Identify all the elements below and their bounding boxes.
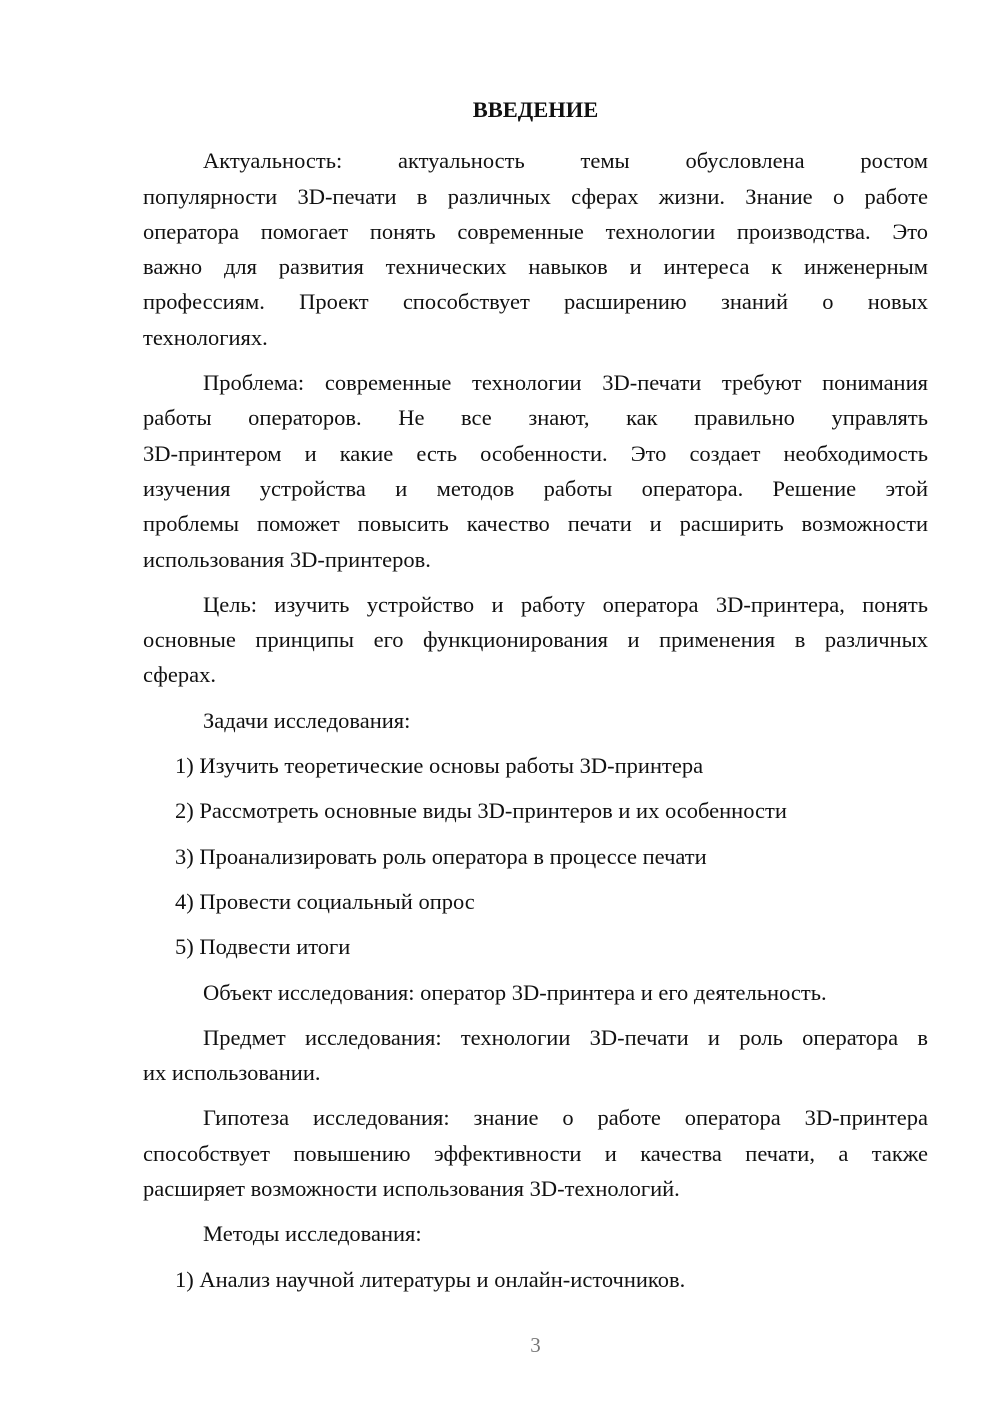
list-item: 1) Анализ научной литературы и онлайн-источников. xyxy=(175,1266,686,1292)
paragraph xyxy=(143,587,928,693)
page-number: 3 xyxy=(530,1333,541,1357)
text-line: Задачи исследования: xyxy=(203,707,411,733)
text-line: Проблема: современные технологии 3D-печати требуют понимания xyxy=(203,370,928,396)
text-line: расширяет возможности использования 3D-технологий. xyxy=(143,1176,680,1202)
paragraph xyxy=(143,703,928,738)
paragraph xyxy=(143,1100,928,1206)
section-title: ВВЕДЕНИЕ xyxy=(472,97,599,122)
section-content xyxy=(143,143,928,1297)
list-item: 1) Изучить теоретические основы работы 3D-принтера xyxy=(175,753,704,779)
text-line: Методы исследования: xyxy=(203,1221,422,1247)
text-line: Гипотеза исследования: знание о работе оператора 3D-принтера xyxy=(203,1105,928,1131)
text-line: оператора помогает понять современные технологии производства. Это xyxy=(143,218,928,244)
text-line: Объект исследования: оператор 3D-принтера и его деятельность. xyxy=(203,979,827,1005)
text-line: технологиях. xyxy=(143,324,268,350)
text-line: изучения устройства и методов работы оператора. Решение этой xyxy=(143,475,928,501)
list-item: 3) Проанализировать роль оператора в процессе печати xyxy=(175,843,707,869)
text-line: их использовании. xyxy=(143,1060,321,1086)
text-line: проблемы поможет повысить качество печати и расширить возможности xyxy=(143,511,928,537)
paragraph xyxy=(143,365,928,577)
text-line: основные принципы его функционирования и применения в различных xyxy=(143,627,928,653)
paragraph xyxy=(143,1020,928,1091)
text-line: профессиям. Проект способствует расширению знаний о новых xyxy=(143,289,928,315)
list-item: 4) Провести социальный опрос xyxy=(175,888,475,914)
list-item: 5) Подвести итоги xyxy=(175,934,351,960)
text-line: популярности 3D-печати в различных сферах жизни. Знание о работе xyxy=(143,183,928,209)
text-line: сферах. xyxy=(143,662,216,688)
paragraph xyxy=(143,143,928,355)
text-line: способствует повышению эффективности и качества печати, а также xyxy=(143,1140,928,1166)
text-line: 3D-принтером и какие есть особенности. Это создает необходимость xyxy=(143,440,928,466)
paragraph xyxy=(143,975,928,1010)
text-line: работы операторов. Не все знают, как правильно управлять xyxy=(143,405,928,431)
text-line: Предмет исследования: технологии 3D-печати и роль оператора в xyxy=(203,1024,928,1050)
document-body xyxy=(143,92,928,1297)
list-item: 2) Рассмотреть основные виды 3D-принтеров и их особенности xyxy=(175,798,787,824)
text-line: важно для развития технических навыков и интереса к инженерным xyxy=(143,254,928,280)
text-line: использования 3D-принтеров. xyxy=(143,546,431,572)
text-line: Цель: изучить устройство и работу оператора 3D-принтера, понять xyxy=(203,591,928,617)
text-line: Актуальность: актуальность темы обусловлена ростом xyxy=(203,148,928,174)
paragraph xyxy=(143,1216,928,1251)
